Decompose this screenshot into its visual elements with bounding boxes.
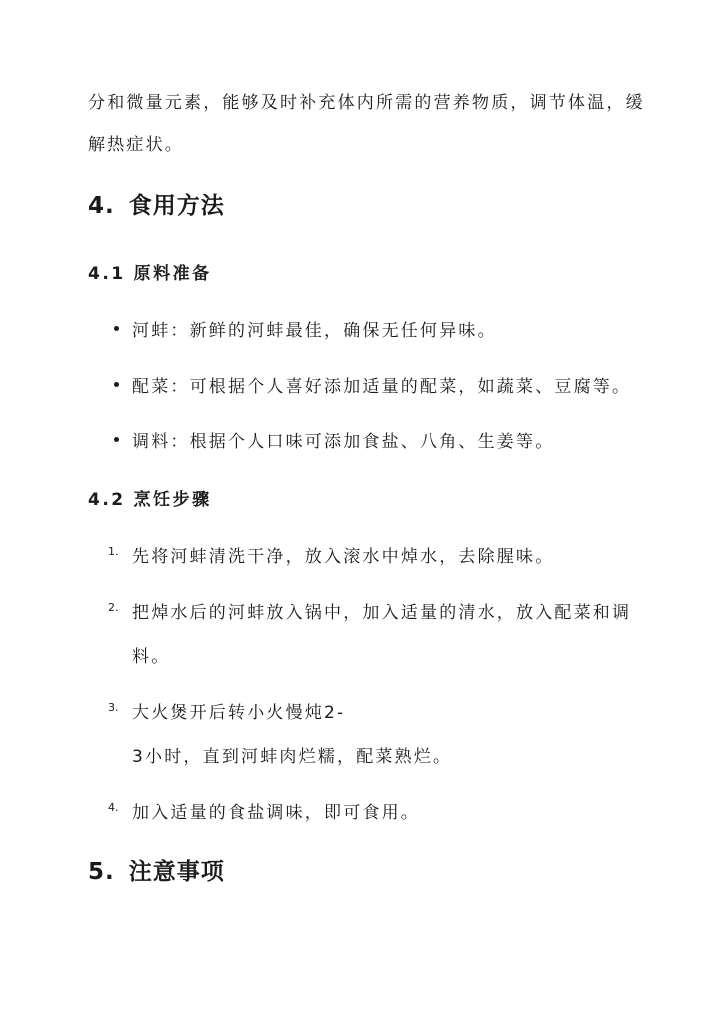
intro-paragraph-line-2: 解热症状。 <box>88 135 184 155</box>
section-4-number: 4. <box>88 193 115 219</box>
step-text: 大火煲开后转小火慢炖2- <box>132 703 346 723</box>
step-text: 加入适量的食盐调味，即可食用。 <box>132 803 420 823</box>
list-item-text: 配菜：可根据个人喜好添加适量的配菜，如蔬菜、豆腐等。 <box>132 377 632 397</box>
section-5-title: 注意事项 <box>128 859 225 885</box>
section-5-heading <box>88 853 225 886</box>
section-4-1-heading <box>88 259 212 284</box>
step-number: 2. <box>108 601 119 614</box>
section-4-2-number: 4.2 <box>88 490 126 510</box>
step-text: 先将河蚌清洗干净，放入滚水中焯水，去除腥味。 <box>132 547 555 567</box>
step-number: 4. <box>108 801 119 814</box>
section-4-2-heading <box>88 485 212 510</box>
step-text: 把焯水后的河蚌放入锅中，加入适量的清水，放入配菜和调 <box>132 603 632 623</box>
bullet-icon <box>114 437 119 442</box>
intro-paragraph-line-1: 分和微量元素，能够及时补充体内所需的营养物质，调节体温，缓 <box>88 93 645 113</box>
bullet-icon <box>114 326 119 331</box>
section-5-number: 5. <box>88 859 115 885</box>
step-number: 1. <box>108 545 119 558</box>
bullet-icon <box>114 382 119 387</box>
step-number: 3. <box>108 701 119 714</box>
step-text-continuation: 料。 <box>132 647 171 667</box>
section-4-2-title: 烹饪步骤 <box>133 490 212 510</box>
list-item-text: 调料：根据个人口味可添加食盐、八角、生姜等。 <box>132 432 555 452</box>
list-item-text: 河蚌：新鲜的河蚌最佳，确保无任何异味。 <box>132 321 497 341</box>
section-4-title: 食用方法 <box>128 193 225 219</box>
section-4-1-number: 4.1 <box>88 264 126 284</box>
section-4-heading <box>88 187 225 220</box>
section-4-1-title: 原料准备 <box>133 264 212 284</box>
step-text-continuation: 3小时，直到河蚌肉烂糯，配菜熟烂。 <box>132 747 453 767</box>
